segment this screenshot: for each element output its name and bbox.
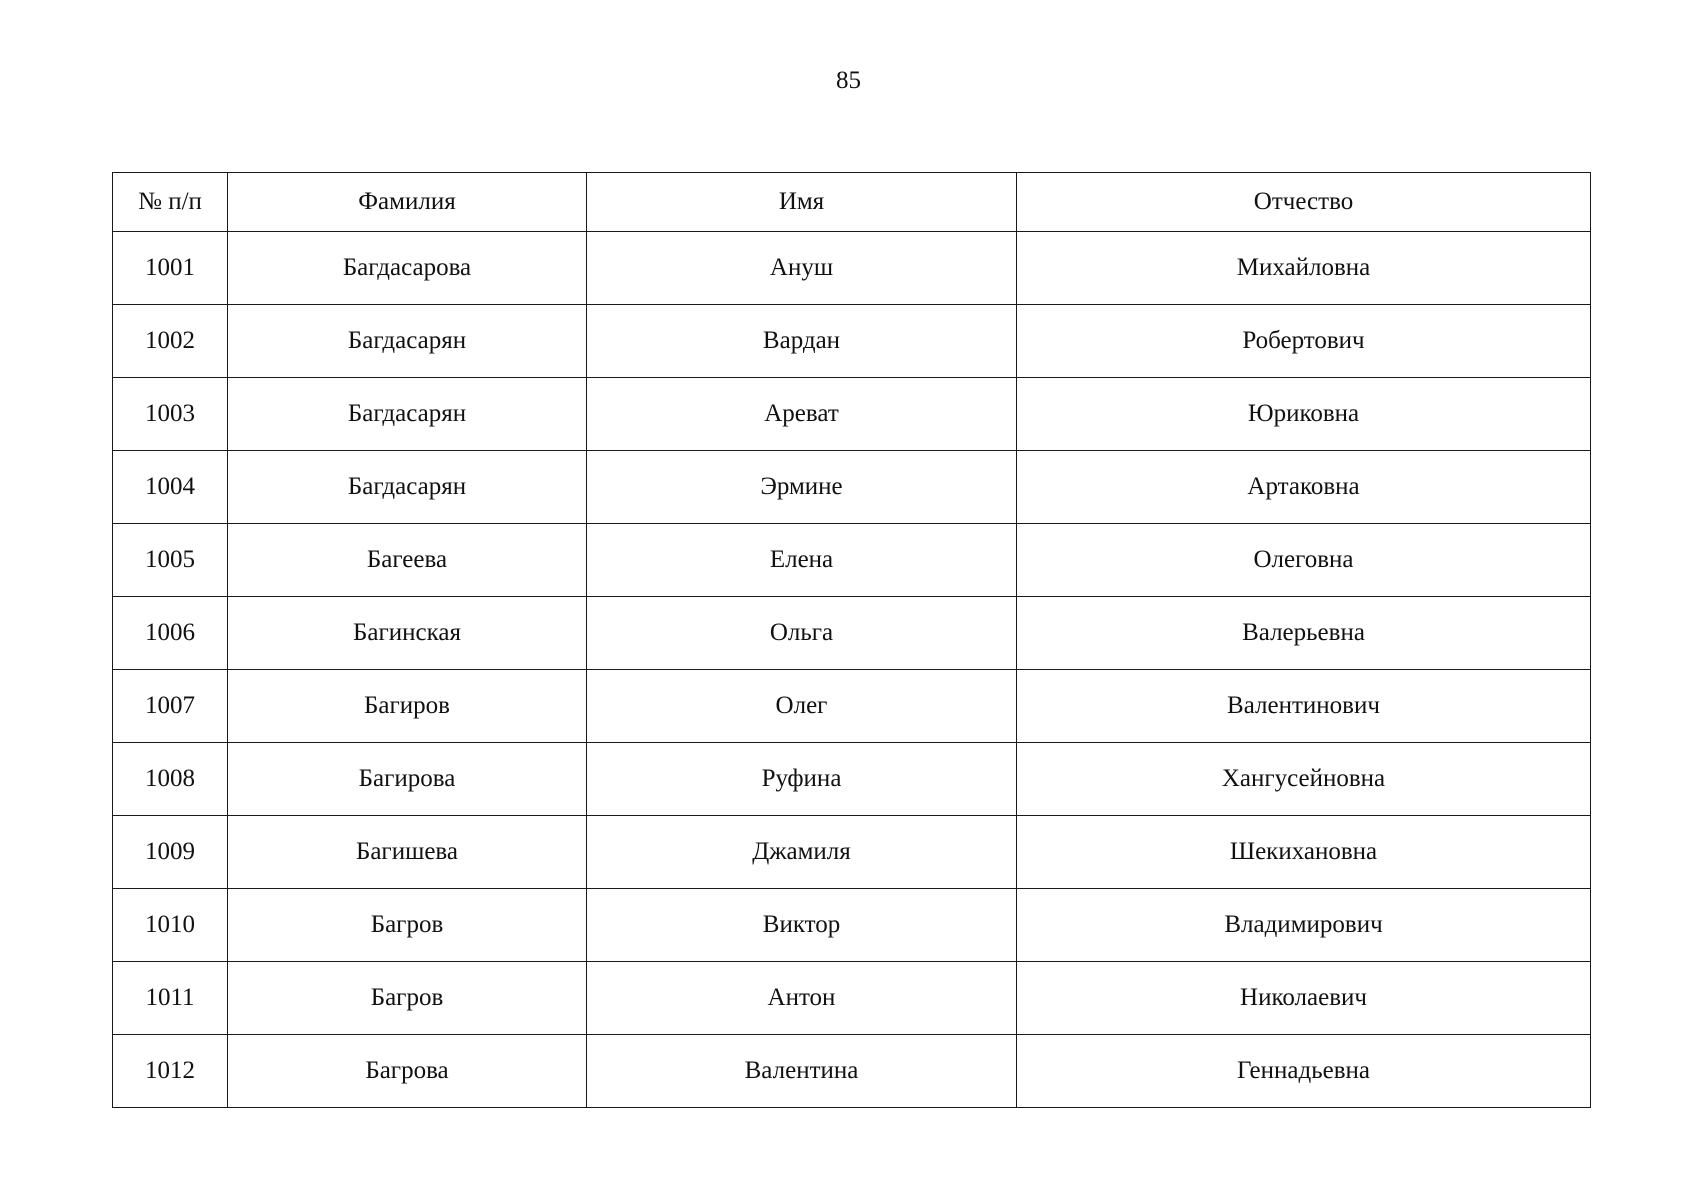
- header-name: Имя: [587, 173, 1017, 232]
- cell-number: 1012: [113, 1035, 228, 1108]
- cell-surname: Багров: [228, 889, 587, 962]
- table-header-row: [113, 173, 1591, 232]
- cell-name: Ольга: [587, 597, 1017, 670]
- cell-patronymic: Николаевич: [1017, 962, 1591, 1035]
- cell-patronymic: Артаковна: [1017, 451, 1591, 524]
- cell-name: Эрмине: [587, 451, 1017, 524]
- cell-surname: Багров: [228, 962, 587, 1035]
- cell-name: Вардан: [587, 305, 1017, 378]
- table-row: [113, 232, 1591, 305]
- cell-patronymic: Юриковна: [1017, 378, 1591, 451]
- cell-name: Ануш: [587, 232, 1017, 305]
- cell-number: 1007: [113, 670, 228, 743]
- cell-number: 1003: [113, 378, 228, 451]
- cell-number: 1008: [113, 743, 228, 816]
- cell-surname: Багиров: [228, 670, 587, 743]
- table-row: [113, 378, 1591, 451]
- table-row: [113, 670, 1591, 743]
- table-row: [113, 524, 1591, 597]
- cell-surname: Багдасарян: [228, 305, 587, 378]
- table-row: [113, 816, 1591, 889]
- cell-name: Джамиля: [587, 816, 1017, 889]
- cell-patronymic: Хангусейновна: [1017, 743, 1591, 816]
- cell-surname: Багишева: [228, 816, 587, 889]
- cell-surname: Багинская: [228, 597, 587, 670]
- cell-patronymic: Валерьевна: [1017, 597, 1591, 670]
- header-number: № п/п: [113, 173, 228, 232]
- cell-patronymic: Михайловна: [1017, 232, 1591, 305]
- cell-surname: Багдасарова: [228, 232, 587, 305]
- page-number: 85: [836, 67, 861, 94]
- cell-surname: Багеева: [228, 524, 587, 597]
- cell-number: 1011: [113, 962, 228, 1035]
- table-row: [113, 1035, 1591, 1108]
- table-row: [113, 305, 1591, 378]
- cell-patronymic: Владимирович: [1017, 889, 1591, 962]
- cell-name: Виктор: [587, 889, 1017, 962]
- cell-patronymic: Шекихановна: [1017, 816, 1591, 889]
- cell-number: 1004: [113, 451, 228, 524]
- header-surname: Фамилия: [228, 173, 587, 232]
- cell-surname: Багдасарян: [228, 378, 587, 451]
- table-row: [113, 451, 1591, 524]
- table-row: [113, 962, 1591, 1035]
- table-row: [113, 889, 1591, 962]
- cell-patronymic: Валентинович: [1017, 670, 1591, 743]
- cell-name: Елена: [587, 524, 1017, 597]
- cell-name: Олег: [587, 670, 1017, 743]
- cell-name: Антон: [587, 962, 1017, 1035]
- cell-number: 1010: [113, 889, 228, 962]
- cell-number: 1002: [113, 305, 228, 378]
- cell-patronymic: Геннадьевна: [1017, 1035, 1591, 1108]
- cell-patronymic: Олеговна: [1017, 524, 1591, 597]
- cell-number: 1005: [113, 524, 228, 597]
- cell-surname: Багирова: [228, 743, 587, 816]
- cell-patronymic: Робертович: [1017, 305, 1591, 378]
- cell-name: Руфина: [587, 743, 1017, 816]
- cell-surname: Багрова: [228, 1035, 587, 1108]
- cell-number: 1009: [113, 816, 228, 889]
- cell-number: 1006: [113, 597, 228, 670]
- cell-name: Ареват: [587, 378, 1017, 451]
- table-row: [113, 743, 1591, 816]
- people-table: [112, 172, 1591, 1108]
- cell-number: 1001: [113, 232, 228, 305]
- table-row: [113, 597, 1591, 670]
- cell-surname: Багдасарян: [228, 451, 587, 524]
- header-patronymic: Отчество: [1017, 173, 1591, 232]
- cell-name: Валентина: [587, 1035, 1017, 1108]
